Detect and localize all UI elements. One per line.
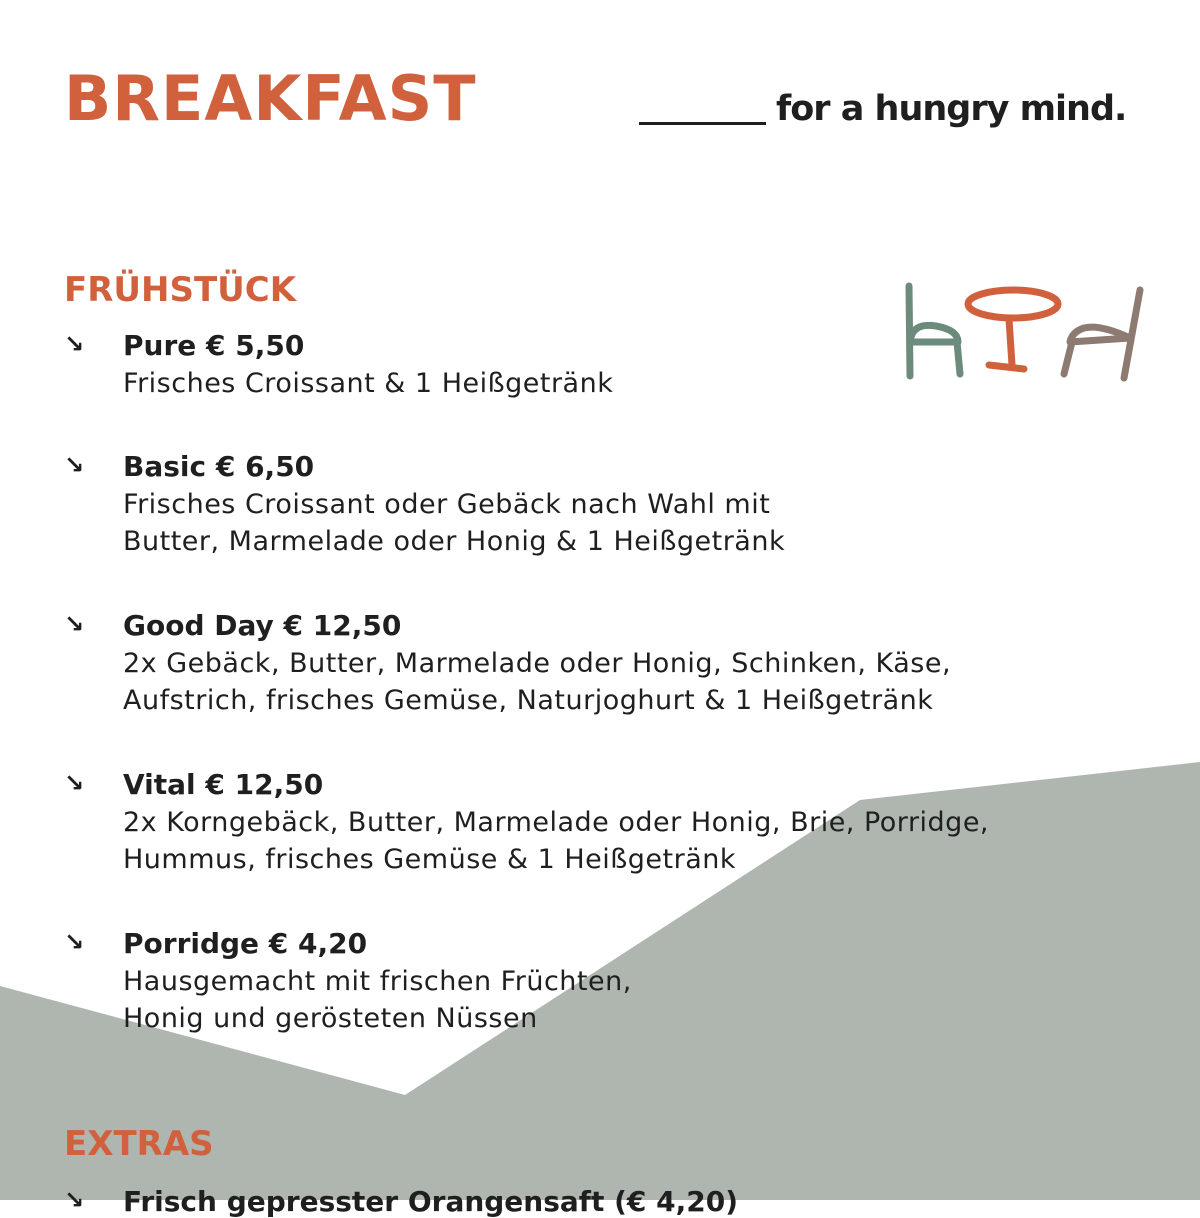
item-description: Butter, Marmelade oder Honig & 1 Heißgetränk [123,526,786,557]
tagline-rule [639,122,766,125]
section-title-extras: EXTRAS [64,1124,214,1164]
item-name: Porridge € 4,20 [123,927,368,960]
table-icon [968,290,1058,369]
item-name: Pure € 5,50 [123,329,305,362]
item-description: 2x Gebäck, Butter, Marmelade oder Honig, Schinken, Käse, [123,648,952,679]
item-description: Honig und gerösteten Nüssen [123,1003,538,1034]
page-title: BREAKFAST [64,62,477,135]
item-description: Frisches Croissant oder Gebäck nach Wahl mit [123,489,771,520]
right-chair-icon [1064,290,1140,378]
item-description: Aufstrich, frisches Gemüse, Naturjoghurt & 1 Heißgetränk [123,685,934,716]
arrow-down-right-icon: ↘ [64,928,85,956]
item-name: Basic € 6,50 [123,450,315,483]
item-description: 2x Korngebäck, Butter, Marmelade oder Honig, Brie, Porridge, [123,807,990,838]
arrow-down-right-icon: ↘ [64,330,85,358]
item-name: Good Day € 12,50 [123,609,402,642]
left-chair-icon [909,286,960,376]
item-name: Vital € 12,50 [123,768,324,801]
item-description: Hummus, frisches Gemüse & 1 Heißgetränk [123,844,737,875]
item-name: Frisch gepresster Orangensaft (€ 4,20) [123,1185,739,1218]
section-title-fruehstueck: FRÜHSTÜCK [64,270,297,310]
arrow-down-right-icon: ↘ [64,1186,85,1214]
arrow-down-right-icon: ↘ [64,610,85,638]
table-and-chairs-illustration [896,276,1144,390]
arrow-down-right-icon: ↘ [64,769,85,797]
arrow-down-right-icon: ↘ [64,451,85,479]
item-description: Hausgemacht mit frischen Früchten, [123,966,632,997]
item-description: Frisches Croissant & 1 Heißgetränk [123,368,614,399]
tagline: for a hungry mind. [776,89,1127,129]
